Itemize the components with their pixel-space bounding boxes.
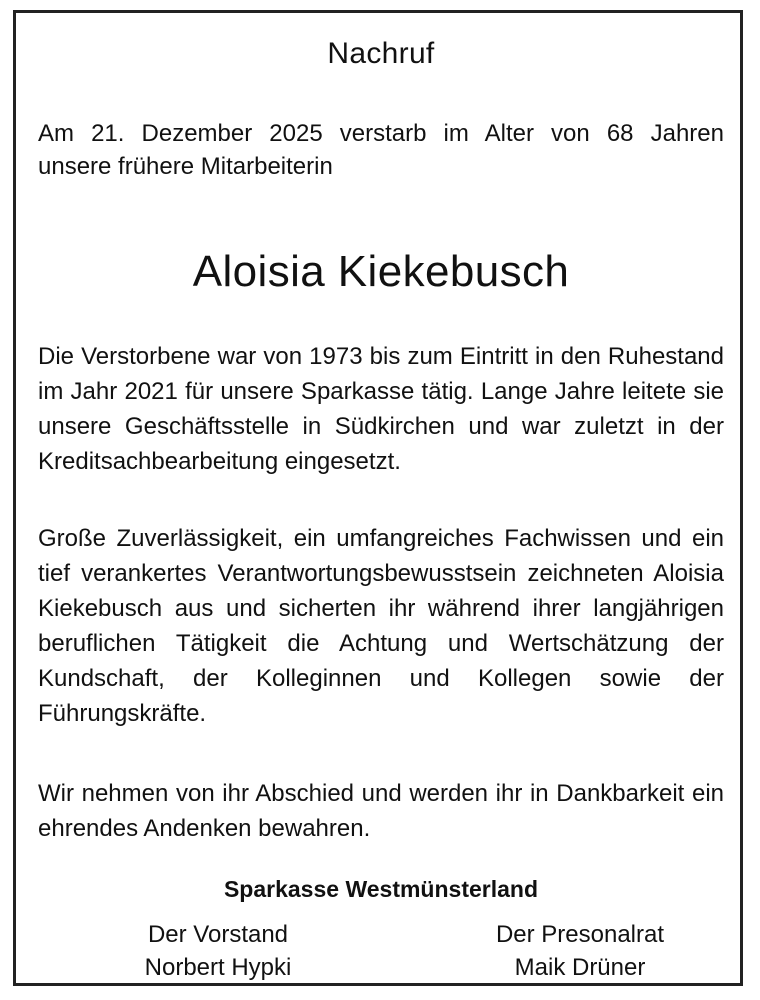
- obituary-title: Nachruf: [327, 37, 435, 70]
- intro-line-2: unsere frühere Mitarbeiterin: [38, 153, 333, 180]
- signatory-role: Der Vorstand: [147, 921, 289, 948]
- intro-text: [38, 117, 724, 183]
- signatory-role: Der Presonalrat: [495, 921, 665, 948]
- signatory-board: [68, 918, 368, 984]
- organization-name: Sparkasse Westmünsterland: [223, 876, 539, 902]
- intro-line-1: Am 21. Dezember 2025 verstarb im Alter von 68 Jahren: [38, 120, 724, 147]
- signatory-name: Norbert Hypki: [144, 954, 292, 981]
- deceased-name: Aloisia Kiekebusch: [192, 247, 570, 296]
- signatory-name: Maik Drüner: [514, 954, 646, 981]
- obituary-frame: [13, 10, 743, 986]
- paragraph-career: Die Verstorbene war von 1973 bis zum Eintritt in den Ruhestand im Jahr 2021 für unsere Sparkasse tätig. Lange Jahre leitete sie unsere Geschäftsstelle in Südkirchen und war zuletzt in der Kreditsachbearbeitung eingesetzt.: [38, 343, 724, 475]
- paragraph-farewell: Wir nehmen von ihr Abschied und werden ihr in Dankbarkeit ein ehrendes Andenken bewahren.: [38, 780, 724, 842]
- paragraph-tribute: Große Zuverlässigkeit, ein umfangreiches Fachwissen und ein tief verankertes Verantwortungsbewusstsein zeichneten Aloisia Kiekebusch aus und sicherten ihr während ihrer langjährigen beruflichen Tätigkeit die Achtung und Wertschätzung der Kundschaft, der Kolleginnen und Kollegen sowie der Führungskräfte.: [38, 525, 724, 727]
- signatory-staff-council: [430, 918, 730, 984]
